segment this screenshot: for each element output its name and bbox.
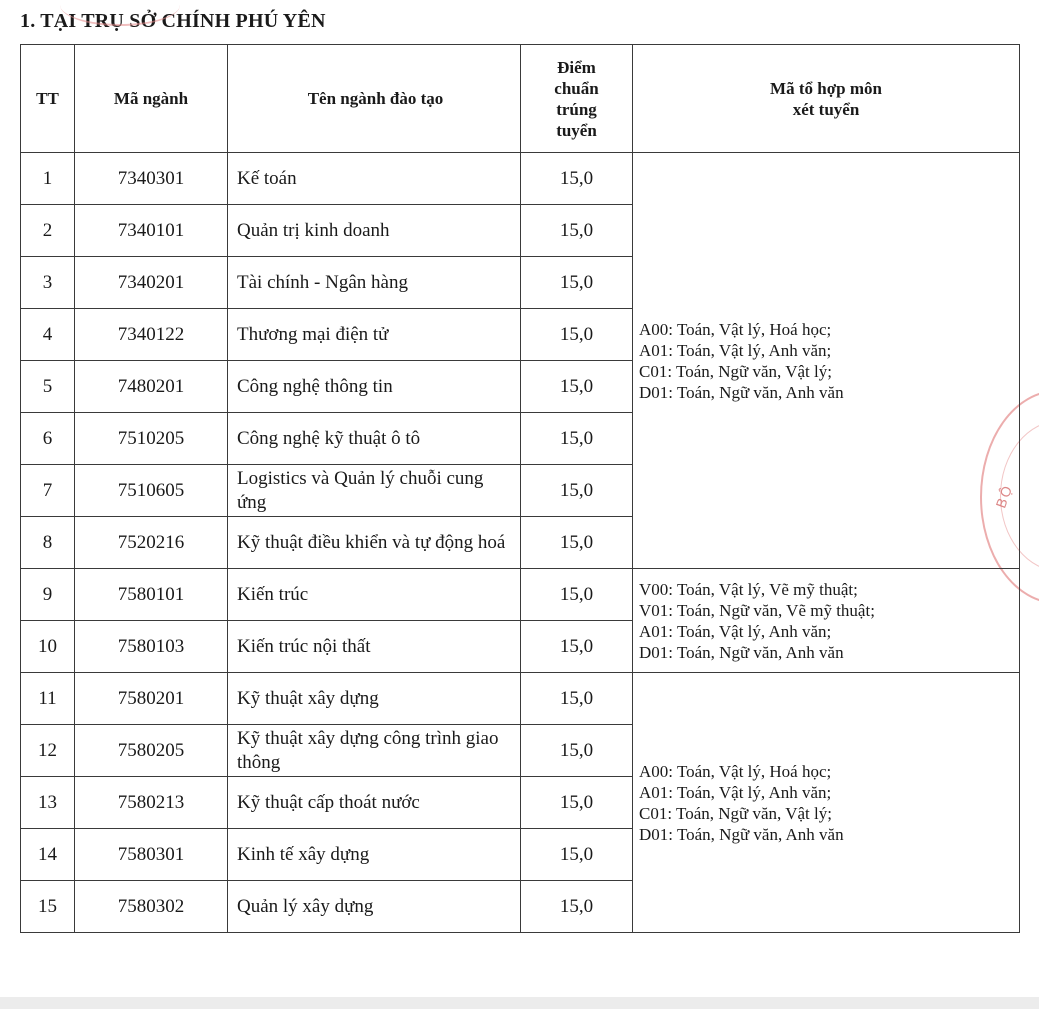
cell-tt: 1 — [21, 153, 75, 205]
cell-score: 15,0 — [521, 517, 633, 569]
cell-tt: 13 — [21, 777, 75, 829]
cell-tt: 2 — [21, 205, 75, 257]
cell-score: 15,0 — [521, 257, 633, 309]
cell-tt: 3 — [21, 257, 75, 309]
header-score-line: chuẩn — [554, 78, 599, 98]
header-combo-line: Mã tổ hợp môn — [770, 78, 882, 98]
combo-line: D01: Toán, Ngữ văn, Anh văn — [639, 382, 844, 402]
combo-line: A01: Toán, Vật lý, Anh văn; — [639, 340, 832, 360]
combo-line: A00: Toán, Vật lý, Hoá học; — [639, 761, 832, 781]
cell-score: 15,0 — [521, 621, 633, 673]
cell-code: 7580201 — [75, 673, 228, 725]
cell-score: 15,0 — [521, 361, 633, 413]
cell-code: 7340122 — [75, 309, 228, 361]
section-heading: 1. TẠI TRỤ SỞ CHÍNH PHÚ YÊN — [20, 10, 326, 32]
cell-code: 7580103 — [75, 621, 228, 673]
cell-score: 15,0 — [521, 673, 633, 725]
cell-code: 7340301 — [75, 153, 228, 205]
cell-score: 15,0 — [521, 309, 633, 361]
cell-name: Quản trị kinh doanh — [228, 205, 521, 257]
cell-tt: 6 — [21, 413, 75, 465]
stamp-text: BỘ — [992, 481, 1016, 511]
combo-line: A01: Toán, Vật lý, Anh văn; — [639, 621, 832, 641]
cell-code: 7580302 — [75, 881, 228, 933]
combo-line: C01: Toán, Ngữ văn, Vật lý; — [639, 803, 832, 823]
cell-code: 7580301 — [75, 829, 228, 881]
cell-score: 15,0 — [521, 465, 633, 517]
cell-tt: 5 — [21, 361, 75, 413]
cell-score: 15,0 — [521, 205, 633, 257]
cell-name: Tài chính - Ngân hàng — [228, 257, 521, 309]
header-score-line: Điểm — [557, 57, 596, 77]
admission-score-table — [20, 44, 1020, 933]
combo-line: D01: Toán, Ngữ văn, Anh văn — [639, 824, 844, 844]
cell-code: 7510605 — [75, 465, 228, 517]
combo-list — [639, 761, 1013, 845]
header-combo-line: xét tuyển — [792, 99, 860, 119]
header-score-line: trúng — [556, 99, 597, 119]
cell-name: Kiến trúc nội thất — [228, 621, 521, 673]
header-score-line: tuyển — [556, 120, 597, 140]
combo-line: A00: Toán, Vật lý, Hoá học; — [639, 319, 832, 339]
table-row — [21, 673, 1020, 725]
combo-list — [639, 579, 1013, 663]
combo-line: C01: Toán, Ngữ văn, Vật lý; — [639, 361, 832, 381]
table-body — [21, 153, 1020, 933]
cell-name: Thương mại điện tử — [228, 309, 521, 361]
cell-name: Kỹ thuật xây dựng công trình giao thông — [228, 725, 521, 777]
header-code: Mã ngành — [75, 45, 228, 153]
table-row — [21, 569, 1020, 621]
cell-tt: 9 — [21, 569, 75, 621]
header-tt: TT — [21, 45, 75, 153]
cell-score: 15,0 — [521, 569, 633, 621]
cell-score: 15,0 — [521, 153, 633, 205]
page-bottom-edge — [0, 997, 1039, 1009]
combo-line: A01: Toán, Vật lý, Anh văn; — [639, 782, 832, 802]
cell-name: Kế toán — [228, 153, 521, 205]
cell-name: Logistics và Quản lý chuỗi cung ứng — [228, 465, 521, 517]
cell-tt: 14 — [21, 829, 75, 881]
cell-combo-group — [633, 673, 1020, 933]
cell-name: Kinh tế xây dựng — [228, 829, 521, 881]
cell-score: 15,0 — [521, 725, 633, 777]
cell-tt: 12 — [21, 725, 75, 777]
cell-code: 7580101 — [75, 569, 228, 621]
cell-score: 15,0 — [521, 829, 633, 881]
cell-code: 7480201 — [75, 361, 228, 413]
cell-code: 7520216 — [75, 517, 228, 569]
cell-name: Quản lý xây dựng — [228, 881, 521, 933]
cell-score: 15,0 — [521, 881, 633, 933]
cell-tt: 11 — [21, 673, 75, 725]
cell-name: Kỹ thuật cấp thoát nước — [228, 777, 521, 829]
cell-tt: 8 — [21, 517, 75, 569]
cell-combo-group — [633, 153, 1020, 569]
cell-name: Kỹ thuật điều khiển và tự động hoá — [228, 517, 521, 569]
header-combo — [633, 45, 1020, 153]
cell-name: Kỹ thuật xây dựng — [228, 673, 521, 725]
cell-code: 7510205 — [75, 413, 228, 465]
cell-code: 7340101 — [75, 205, 228, 257]
cell-tt: 7 — [21, 465, 75, 517]
combo-line: D01: Toán, Ngữ văn, Anh văn — [639, 642, 844, 662]
cell-tt: 4 — [21, 309, 75, 361]
cell-tt: 15 — [21, 881, 75, 933]
cell-name: Công nghệ kỹ thuật ô tô — [228, 413, 521, 465]
combo-line: V00: Toán, Vật lý, Vẽ mỹ thuật; — [639, 579, 858, 599]
cell-name: Công nghệ thông tin — [228, 361, 521, 413]
cell-combo-group — [633, 569, 1020, 673]
cell-tt: 10 — [21, 621, 75, 673]
cell-score: 15,0 — [521, 777, 633, 829]
cell-code: 7580213 — [75, 777, 228, 829]
cell-name: Kiến trúc — [228, 569, 521, 621]
cell-code: 7340201 — [75, 257, 228, 309]
combo-list — [639, 319, 1013, 403]
table-row — [21, 153, 1020, 205]
header-name: Tên ngành đào tạo — [228, 45, 521, 153]
cell-code: 7580205 — [75, 725, 228, 777]
header-score — [521, 45, 633, 153]
cell-score: 15,0 — [521, 413, 633, 465]
combo-line: V01: Toán, Ngữ văn, Vẽ mỹ thuật; — [639, 600, 875, 620]
table-header-row — [21, 45, 1020, 153]
